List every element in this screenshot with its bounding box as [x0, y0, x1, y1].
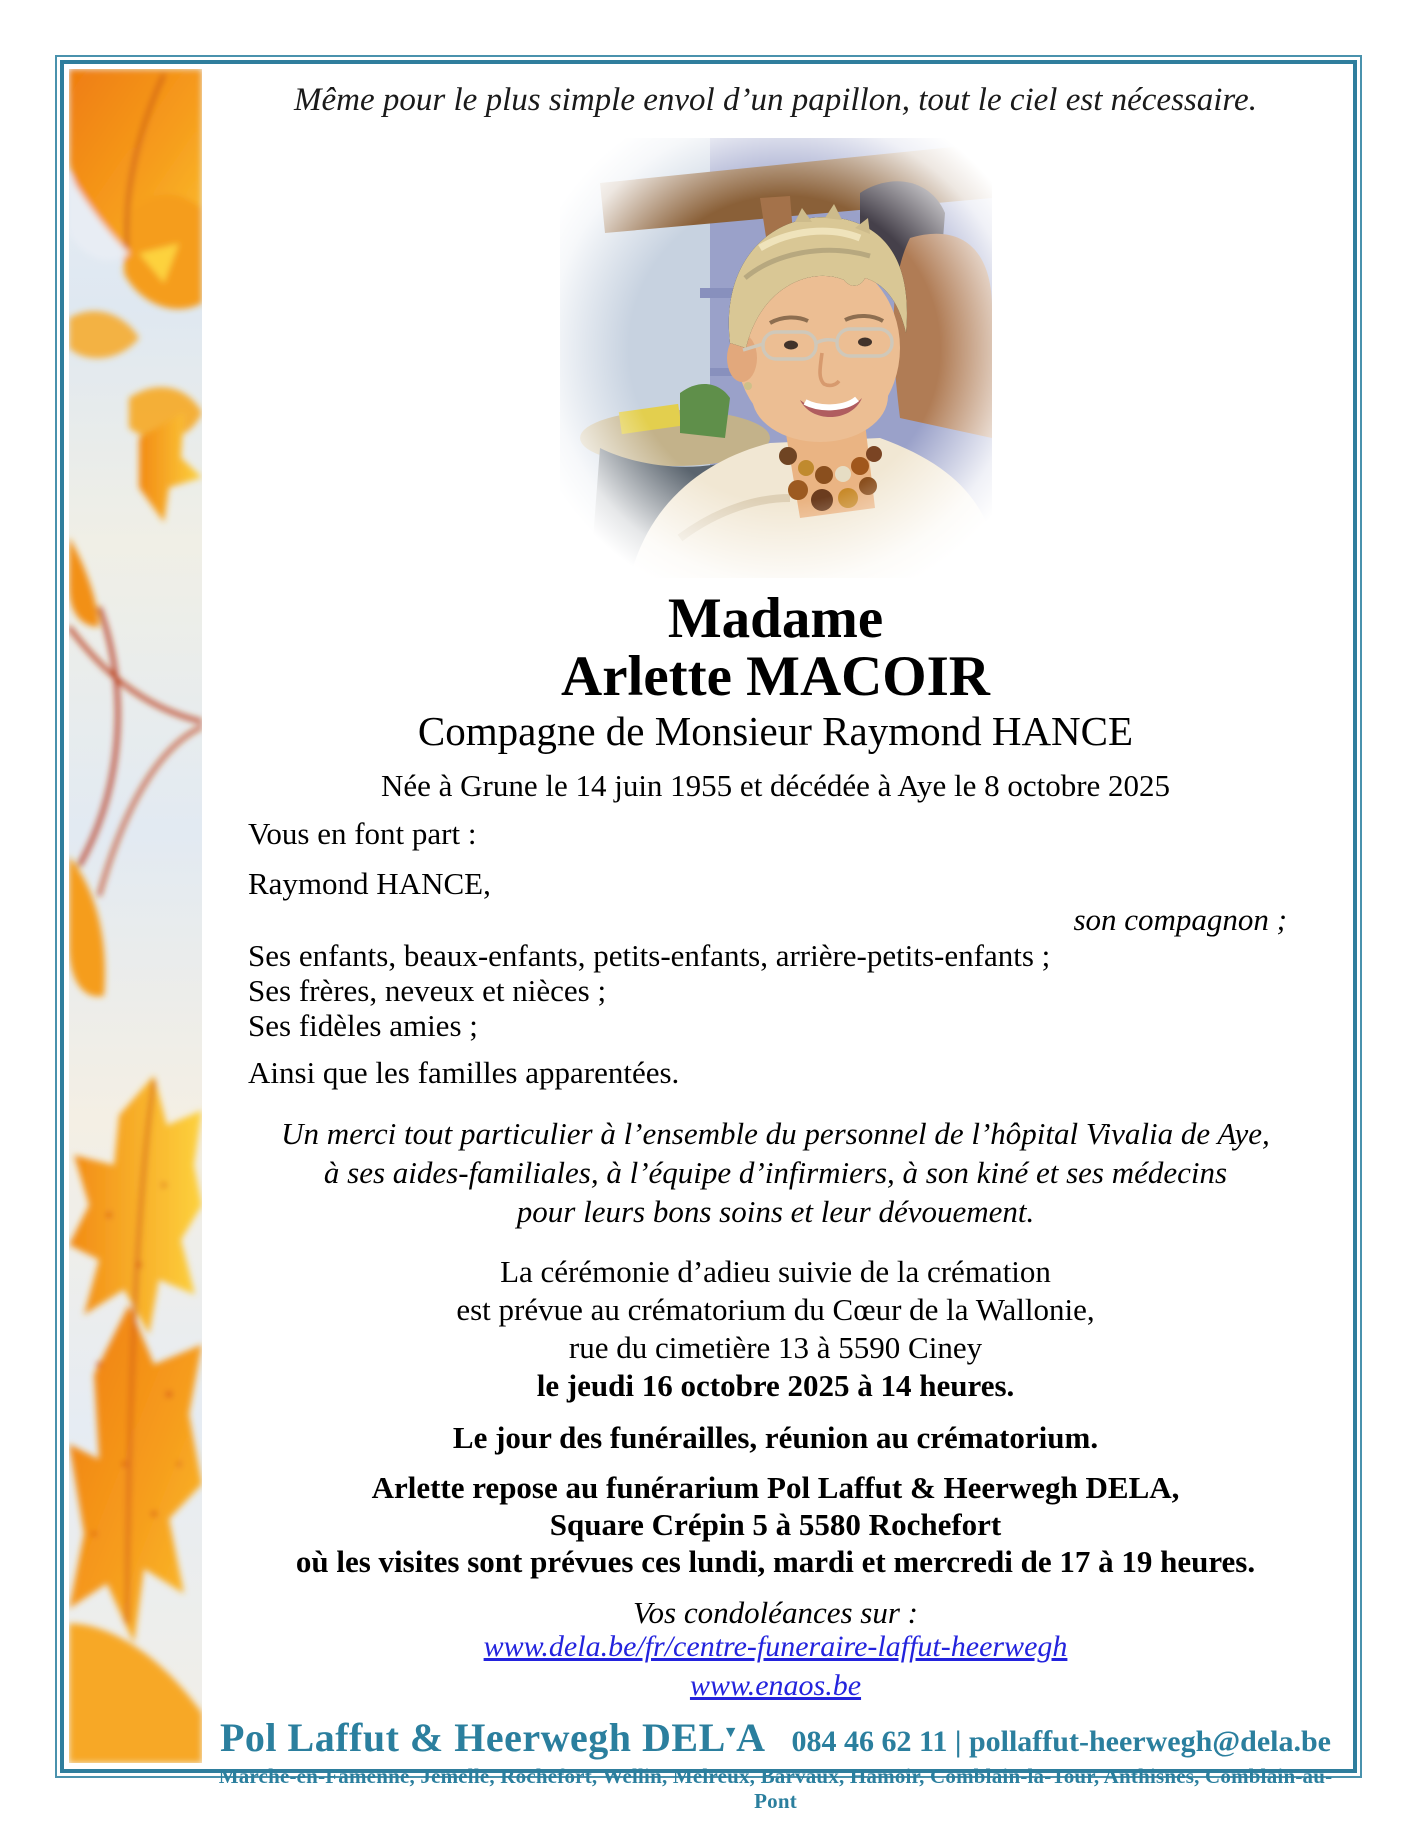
dela-triangle-icon: ▼ [722, 1724, 740, 1741]
thanks-line: Un merci tout particulier à l’ensemble du personnel de l’hôpital Vivalia de Aye, [281, 1116, 1270, 1151]
partner-name: Raymond HANCE, [248, 866, 491, 901]
deceased-title: Madame [667, 587, 884, 650]
thanks-line: à ses aides-familiales, à l’équipe d’infirmiers, à son kiné et ses médecins [323, 1155, 1228, 1190]
footer-contact: 084 46 62 11 | pollaffut-heerwegh@dela.be [791, 1725, 1331, 1758]
funeral-home-footer [202, 1714, 1349, 1814]
logo-text-suffix: A [736, 1715, 766, 1760]
memorial-card [55, 55, 1362, 1813]
repose-line: Square Crépin 5 à 5580 Rochefort [549, 1507, 1002, 1542]
thanks-line: pour leurs bons soins et leur dévouement. [516, 1194, 1035, 1229]
repose-line: Arlette repose au funérarium Pol Laffut & Heerwegh DELA, [371, 1470, 1180, 1505]
portrait-photo [560, 138, 992, 578]
thanks-paragraph [202, 1114, 1349, 1231]
photo-fade-vignette [560, 138, 992, 578]
family-announcement [202, 816, 1349, 1090]
autumn-leaves-artwork [69, 69, 202, 1763]
epigraph-quote: Même pour le plus simple envol d’un papillon, tout le ciel est nécessaire. [294, 82, 1257, 118]
condolences-link-enaos[interactable]: www.enaos.be [689, 1669, 862, 1702]
ceremony-details [202, 1253, 1349, 1405]
ceremony-line: La cérémonie d’adieu suivie de la crémation [500, 1254, 1051, 1289]
family-line: Ses fidèles amies ; [248, 1008, 478, 1043]
announcement-intro: Vous en font part : [248, 816, 477, 851]
funeral-day-note: Le jour des funérailles, réunion au crématorium. [452, 1420, 1099, 1455]
life-dates: Née à Grune le 14 juin 1955 et décédée à Aye le 8 octobre 2025 [380, 768, 1171, 803]
condolences-label: Vos condoléances sur : [633, 1595, 918, 1630]
repose-line: où les visites sont prévues ces lundi, mardi et mercredi de 17 à 19 heures. [295, 1544, 1256, 1579]
announcement-body [202, 64, 1349, 1813]
border-frame [60, 60, 1357, 1813]
ceremony-line: est prévue au crématorium du Cœur de la Wallonie, [456, 1292, 1095, 1327]
repose-details [202, 1469, 1349, 1580]
family-line: Ses enfants, beaux-enfants, petits-enfants, arrière-petits-enfants ; [248, 938, 1051, 973]
deceased-relation: Compagne de Monsieur Raymond HANCE [417, 708, 1134, 754]
logo-text: Pol Laffut & Heerwegh DEL [220, 1715, 726, 1760]
ceremony-date: le jeudi 16 octobre 2025 à 14 heures. [536, 1368, 1015, 1403]
condolences-link-dela[interactable]: www.dela.be/fr/centre-funeraire-laffut-heerwegh [483, 1630, 1068, 1663]
family-line: Ses frères, neveux et nièces ; [248, 973, 607, 1008]
funeral-home-logo [220, 1714, 766, 1761]
related-families-line: Ainsi que les familles apparentées. [248, 1055, 680, 1090]
partner-role: son compagnon ; [1073, 902, 1287, 937]
footer-locations: Marche-en-Famenne, Jemelle, Rochefort, Wellin, Melreux, Barvaux, Hamoir, Comblain-la-Tour, Anthisnes, Comblain-au-Pont [218, 1764, 1333, 1813]
ceremony-line: rue du cimetière 13 à 5590 Ciney [568, 1330, 983, 1365]
deceased-name: Arlette MACOIR [561, 645, 990, 708]
